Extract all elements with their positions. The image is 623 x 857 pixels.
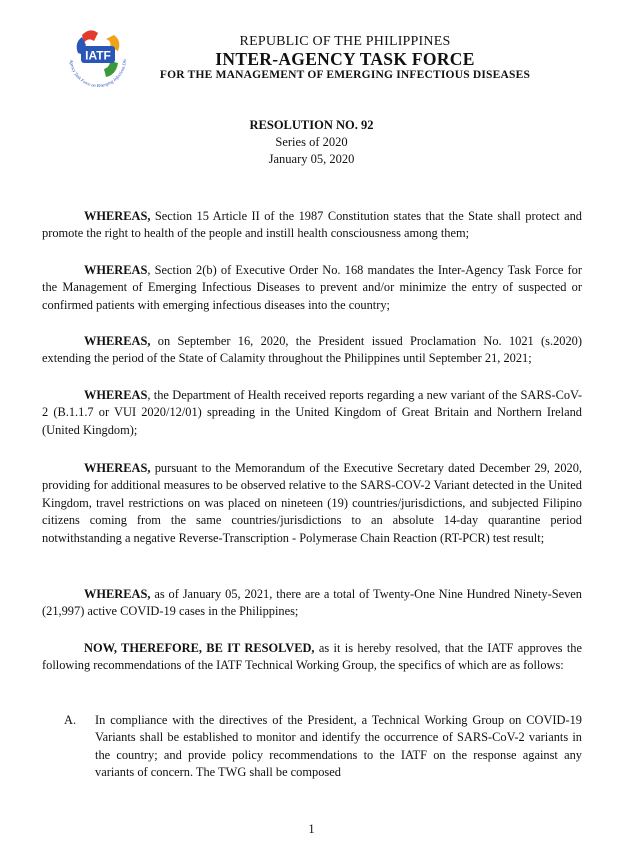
resolution-date: January 05, 2020 (268, 152, 355, 166)
paragraph-lead: WHEREAS (84, 388, 148, 402)
whereas-paragraph-4 (42, 387, 582, 439)
paragraph-text: as of January 05, 2021, there are a total of Twenty-One Nine Hundred Ninety-Seven (21,997) active COVID-19 cases in the Philippines; (42, 587, 582, 619)
resolution-series: Series of 2020 (275, 135, 348, 149)
paragraph-text: Section 15 Article II of the 1987 Constitution states that the State shall protect and promote the right to health of the people and instill health consciousness among them; (42, 209, 582, 241)
whereas-paragraph-2 (42, 262, 582, 314)
iatf-logo (60, 19, 136, 95)
paragraph-text: pursuant to the Memorandum of the Executive Secretary dated December 29, 2020, providing for additional measures to be observed relative to the SARS-COV-2 Variant detected in the United Kingdom, travel restrictions on was placed on nineteen (19) countries/jurisdictions, and subjected Filipino citizens coming from the same countries/jurisdictions to an absolute 14-day quarantine period notwithstanding a negative Reverse-Transcription - Polymerase Chain Reaction (RT-PCR) test result; (42, 461, 582, 545)
whereas-paragraph-6 (42, 586, 582, 621)
paragraph-text: , Section 2(b) of Executive Order No. 168 mandates the Inter-Agency Task Force for the Management of Emerging Infectious Diseases to prevent and/or minimize the entry of suspected or confirmed patients with emerging infectious diseases into the country; (42, 263, 582, 312)
header-task-force: INTER-AGENCY TASK FORCE (215, 49, 475, 69)
list-item-a (64, 712, 582, 782)
paragraph-text: , the Department of Health received reports regarding a new variant of the SARS-CoV-2 (B.1.1.7 or VUI 2020/12/01) spreading in the United Kingdom of Great Britain and Northern Ireland (United Kingdom); (42, 388, 582, 437)
paragraph-lead: WHEREAS, (84, 334, 151, 348)
whereas-paragraph-1 (42, 208, 582, 243)
whereas-paragraph-3 (42, 333, 582, 368)
header-subtitle: FOR THE MANAGEMENT OF EMERGING INFECTIOUS DISEASES (159, 69, 531, 81)
resolution-number: RESOLUTION NO. 92 (249, 118, 374, 132)
paragraph-lead: NOW, THEREFORE, BE IT RESOLVED, (84, 641, 315, 655)
paragraph-text: on September 16, 2020, the President issued Proclamation No. 1021 (s.2020) extending the period of the State of Calamity throughout the Philippines until September 21, 2021; (42, 334, 582, 366)
whereas-paragraph-5 (42, 460, 582, 547)
paragraph-lead: WHEREAS, (84, 209, 151, 223)
paragraph-lead: WHEREAS (84, 263, 148, 277)
header-republic: REPUBLIC OF THE PHILIPPINES (239, 34, 451, 49)
paragraph-lead: WHEREAS, (84, 461, 151, 475)
list-item-text: In compliance with the directives of the President, a Technical Working Group on COVID-19 Variants shall be established to monitor and identify the occurrence of SARS-CoV-2 variants in the country; and provide policy recommendations to the IATF on the response against any variants of concern. The TWG shall be composed (95, 713, 582, 780)
list-item-marker: A. (64, 713, 77, 727)
page-number: 1 (308, 822, 315, 836)
paragraph-text: as it is hereby resolved, that the IATF approves the following recommendations of the IATF Technical Working Group, the specifics of which are as follows: (42, 641, 582, 673)
paragraph-lead: WHEREAS, (84, 587, 151, 601)
logo-text: IATF (85, 48, 111, 63)
logo-ring-text: Agency Task Force on Emerging Infectious Dis (68, 59, 128, 89)
resolved-paragraph (42, 640, 582, 675)
